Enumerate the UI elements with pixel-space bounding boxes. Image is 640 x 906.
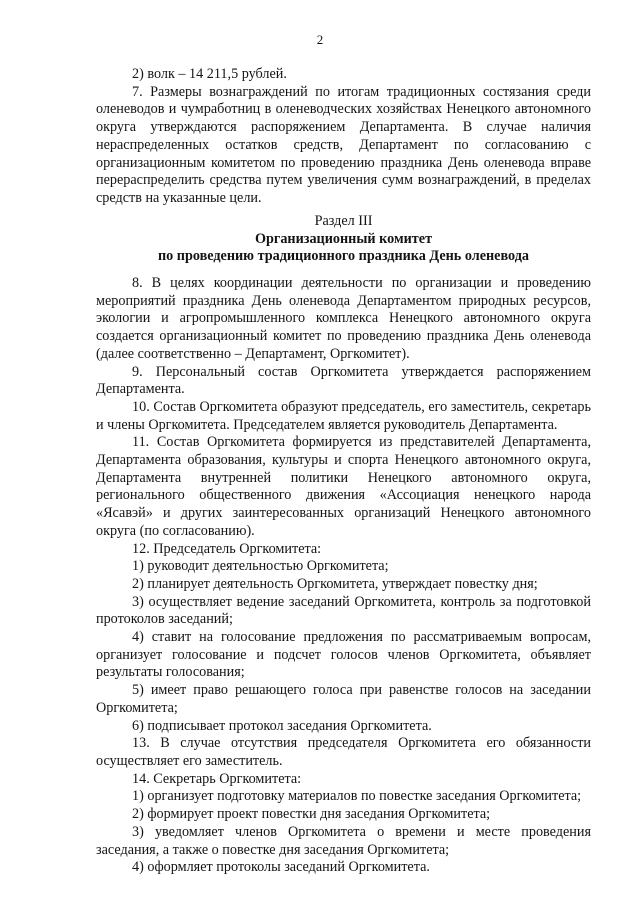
list-item-12-3: 3) осуществляет ведение заседаний Оргкомитета, контроль за подготовкой протоколов заседаний; (96, 593, 591, 628)
list-item-14-1: 1) организует подготовку материалов по повестке заседания Оргкомитета; (132, 788, 582, 805)
main-text-block (96, 275, 591, 877)
list-item-12-2: 2) планирует деятельность Оргкомитета, утверждает повестку дня; (132, 575, 538, 592)
page-number: 2 (316, 32, 324, 47)
top-text-block (96, 66, 591, 208)
section-label: Раздел III (314, 213, 373, 229)
list-item-12-1: 1) руководит деятельностью Оргкомитета; (132, 558, 389, 575)
section-heading (96, 213, 591, 266)
list-item-12-6: 6) подписывает протокол заседания Оргкомитета. (132, 717, 432, 734)
section-title-line1: Организационный комитет (254, 230, 433, 247)
paragraph-13: 13. В случае отсутствия председателя Оргкомитета его обязанности осуществляет его заместитель. (96, 735, 591, 769)
list-item-12-4: 4) ставит на голосование предложения по рассматриваемым вопросам, организует голосование и подсчет голосов членов Оргкомитета, объявляет результаты голосования; (96, 629, 591, 681)
paragraph-wolf-reward: 2) волк – 14 211,5 рублей. (132, 66, 287, 82)
paragraph-10: 10. Состав Оргкомитета образуют председатель, его заместитель, секретарь и члены Оргкомитета. Председателем является руководитель Департамента. (96, 398, 591, 433)
list-item-12-5: 5) имеет право решающего голоса при равенстве голосов на заседании Оргкомитета; (96, 682, 591, 716)
paragraph-11: 11. Состав Оргкомитета формируется из представителей Департамента, Департамента образования, культуры и спорта Ненецкого автономного округа, Департамента внутренней политики Ненецкого автономного округа, регионального общественного движения «Ассоциация ненецкого народа «Ясавэй» и других заинтересованных организаций Ненецкого автономного округа (по согласованию). (96, 434, 591, 539)
list-item-14-2: 2) формирует проект повестки дня заседания Оргкомитета; (132, 806, 491, 823)
paragraph-9: 9. Персональный состав Оргкомитета утверждается распоряжением Департамента. (96, 363, 591, 398)
list-item-14-4: 4) оформляет протоколы заседаний Оргкомитета. (132, 859, 430, 876)
paragraph-8: 8. В целях координации деятельности по организации и проведению мероприятий праздника День оленевода Департаментом природных ресурсов, экологии и агропромышленного комплекса Ненецкого автономного округа создается организационный комитет по проведению праздника День оленевода (далее соответственно – Департамент, Оргкомитет). (96, 275, 591, 362)
paragraph-14: 14. Секретарь Оргкомитета: (132, 770, 302, 787)
paragraph-7: 7. Размеры вознаграждений по итогам традиционных состязания среди оленеводов и чумработниц в оленеводческих хозяйствах Ненецкого автономного округа утверждаются распоряжением Департамента. В случае наличия нераспределенных остатков средств, Департамент по согласованию с организационным комитетом по проведению праздника День оленевода вправе перераспределить средства путем увеличения сумм вознаграждений, в пределах средств на указанные цели. (96, 83, 591, 206)
list-item-14-3: 3) уведомляет членов Оргкомитета о времени и месте проведения заседания, а также о повестке дня заседания Оргкомитета; (96, 823, 591, 858)
paragraph-12: 12. Председатель Оргкомитета: (132, 540, 322, 557)
section-title-line2: по проведению традиционного праздника День оленевода (157, 248, 530, 265)
